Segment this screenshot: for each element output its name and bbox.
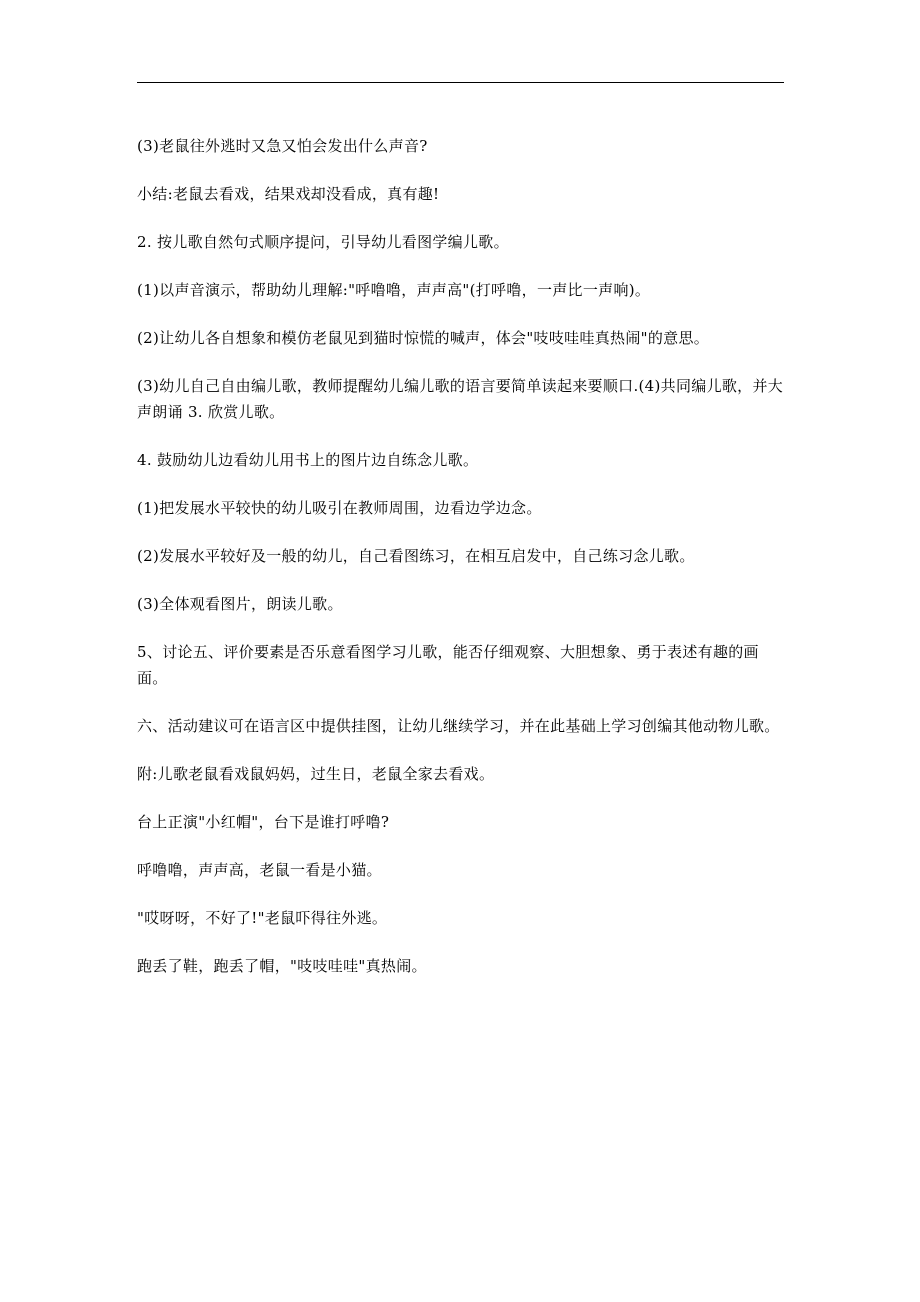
header-divider <box>137 82 784 83</box>
document-body <box>137 133 785 1001</box>
paragraph: (2)发展水平较好及一般的幼儿，自己看图练习，在相互启发中，自己练习念儿歌。 <box>137 547 695 565</box>
paragraph: (1)把发展水平较快的幼儿吸引在教师周围，边看边学边念。 <box>137 499 542 517</box>
paragraph: 六、活动建议可在语言区中提供挂图，让幼儿继续学习，并在此基础上学习创编其他动物儿歌。 <box>137 717 780 735</box>
paragraph: (3)老鼠往外逃时又急又怕会发出什么声音? <box>137 137 428 155</box>
paragraph: (1)以声音演示，帮助幼儿理解:"呼噜噜，声声高"(打呼噜，一声比一声响)。 <box>137 281 651 299</box>
paragraph: 呼噜噜，声声高，老鼠一看是小猫。 <box>137 861 382 879</box>
paragraph: 台上正演"小红帽"，台下是谁打呼噜? <box>137 813 390 831</box>
paragraph: (2)让幼儿各自想象和模仿老鼠见到猫时惊慌的喊声，体会"吱吱哇哇真热闹"的意思。 <box>137 329 710 347</box>
paragraph: 附:儿歌老鼠看戏鼠妈妈，过生日，老鼠全家去看戏。 <box>137 765 495 783</box>
paragraph: 5、讨论五、评价要素是否乐意看图学习儿歌，能否仔细观察、大胆想象、勇于表述有趣的画面。 <box>137 643 759 687</box>
paragraph: (3)全体观看图片，朗读儿歌。 <box>137 595 343 613</box>
paragraph: 跑丢了鞋，跑丢了帽，"吱吱哇哇"真热闹。 <box>137 957 427 975</box>
paragraph: 4. 鼓励幼儿边看幼儿用书上的图片边自练念儿歌。 <box>137 451 479 469</box>
paragraph: 小结:老鼠去看戏，结果戏却没看成，真有趣! <box>137 185 440 203</box>
paragraph: (3)幼儿自己自由编儿歌，教师提醒幼儿编儿歌的语言要简单读起来要顺口.(4)共同编儿歌，并大声朗诵 3. 欣赏儿歌。 <box>137 377 784 421</box>
paragraph: 2. 按儿歌自然句式顺序提问，引导幼儿看图学编儿歌。 <box>137 233 509 251</box>
paragraph: "哎呀呀，不好了!"老鼠吓得往外逃。 <box>137 909 388 927</box>
